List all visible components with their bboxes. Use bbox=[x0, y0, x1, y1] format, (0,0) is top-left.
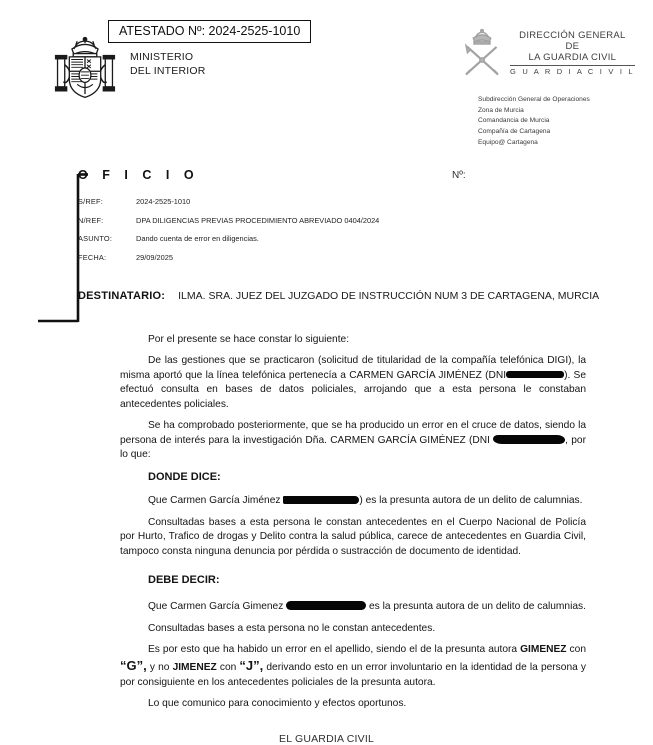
oficio-letter: C bbox=[142, 168, 152, 182]
body-paragraph-5 bbox=[120, 600, 586, 614]
surname-jimenez: JIMENEZ bbox=[172, 662, 217, 674]
guardia-civil-label bbox=[510, 30, 635, 76]
ministry-label bbox=[130, 50, 206, 78]
gc-line-3: LA GUARDIA CIVIL bbox=[528, 52, 617, 64]
document-body bbox=[120, 333, 586, 719]
letter-j-emphasis: “J”, bbox=[239, 658, 264, 674]
destinatario-value: ILMA. SRA. JUEZ DEL JUZGADO DE INSTRUCCIÓN NUM 3 DE CARTAGENA, MURCIA bbox=[178, 290, 600, 302]
gc-subtitle: G U A R D I A C I V I L bbox=[510, 66, 635, 76]
unit-line: Zona de Murcia bbox=[478, 106, 524, 114]
unit-line: Equipo@ Cartagena bbox=[478, 138, 538, 146]
reference-row-sref bbox=[78, 197, 379, 206]
reference-block bbox=[78, 197, 379, 271]
debe-decir-heading: DEBE DECIR: bbox=[148, 574, 220, 587]
body-paragraph-7 bbox=[120, 643, 586, 690]
donde-dice-heading: DONDE DICE: bbox=[148, 470, 221, 483]
reference-row-fecha bbox=[78, 253, 379, 262]
redaction-bar bbox=[286, 601, 366, 610]
gc-line-2: DE bbox=[565, 41, 580, 53]
redaction-bar bbox=[493, 435, 565, 444]
oficio-letter: I bbox=[124, 168, 129, 182]
p7-con-2: con bbox=[216, 662, 240, 674]
p5-text-a: Que Carmen García Gimenez bbox=[148, 601, 284, 613]
oficio-letter: F bbox=[102, 168, 111, 182]
body-paragraph-4: Consultadas bases a esta persona le constan antecedentes en el Cuerpo Nacional de Policía por Hurto, Trafico de drogas y Delito contra la salud pública, carece de antecedentes en Guardia Civil, tampoco consta ninguna denuncia por pérdida o sustracción de documento de identidad. bbox=[120, 516, 586, 557]
p2-text-a: Se ha comprobado posteriormente, que se ha producido un error en el cruce de datos, siendo la persona de interés para la investigación Dña. CARMEN GARCÍA GIMÉNEZ (DNI bbox=[120, 420, 586, 446]
ministry-line-2: DEL INTERIOR bbox=[130, 65, 206, 78]
p7-mid: y no bbox=[146, 662, 173, 674]
p1-text-a: De las gestiones que se practicaron (solicitud de titularidad de la compañía telefónica DIGI), la misma aportó que la línea telefónica pertenecía a CARMEN GARCÍA JIMÉNEZ (DNI bbox=[120, 355, 586, 381]
numero-label: Nº: bbox=[452, 170, 466, 181]
p5-text-b: es la presunta autora de un delito de calumnias. bbox=[369, 601, 586, 613]
p3-text-b: ) es la presunta autora de un delito de calumnias. bbox=[359, 495, 583, 507]
unit-hierarchy bbox=[478, 95, 590, 148]
reference-key: FECHA: bbox=[78, 252, 107, 262]
body-paragraph-6: Consultadas bases a esta persona no le constan antecedentes. bbox=[148, 622, 436, 634]
reference-value: 29/09/2025 bbox=[136, 252, 173, 262]
gc-line-1: DIRECCIÓN GENERAL bbox=[519, 30, 626, 41]
reference-value: Dando cuenta de error en diligencias. bbox=[136, 234, 259, 243]
guardia-civil-header bbox=[460, 28, 635, 76]
unit-line: Comandancia de Murcia bbox=[478, 117, 550, 125]
p1-text-b: ). Se efectuó consulta en bases de datos policiales, arrojando que a esta persona le constaban antecedentes policiales. bbox=[120, 369, 586, 410]
body-paragraph-8: Lo que comunico para conocimiento y efectos oportunos. bbox=[148, 698, 407, 710]
reference-value: 2024-2525-1010 bbox=[136, 197, 191, 206]
p7-text-a: Es por esto que ha habido un error en el apellido, siendo el de la presunta autora bbox=[148, 644, 521, 655]
atestado-number-box: ATESTADO Nº: 2024-2525-1010 bbox=[108, 20, 311, 43]
guardia-civil-emblem-icon bbox=[460, 28, 504, 76]
p7-con-1: con bbox=[566, 644, 586, 655]
signature-line: EL GUARDIA CIVIL bbox=[278, 733, 374, 745]
ministry-header bbox=[52, 32, 206, 100]
destinatario-label: DESTINATARIO: bbox=[78, 290, 166, 302]
p3-text-a: Que Carmen García Jiménez bbox=[148, 495, 281, 507]
oficio-letter: O bbox=[183, 168, 195, 182]
body-paragraph-3 bbox=[120, 494, 586, 508]
gc-divider bbox=[510, 65, 635, 66]
oficio-letter: O bbox=[78, 168, 89, 182]
oficio-title bbox=[78, 168, 208, 182]
body-paragraph-1 bbox=[120, 354, 586, 412]
p7-end: derivando esto en un error involuntario en la identidad de la persona y por consiguiente en los antecedentes policiales de la presunta autora. bbox=[120, 662, 586, 688]
spain-coat-of-arms-icon bbox=[52, 32, 118, 100]
body-intro: Por el presente se hace constar lo siguiente: bbox=[148, 334, 350, 345]
letter-g-emphasis: “G”, bbox=[120, 658, 147, 674]
p2-text-b: , por lo que: bbox=[120, 434, 586, 461]
unit-line: Subdirección General de Operaciones bbox=[478, 96, 590, 103]
surname-gimenez: GIMENEZ bbox=[520, 644, 567, 655]
redaction-bar bbox=[506, 371, 564, 378]
redaction-bar bbox=[283, 496, 359, 504]
reference-key: N/REF: bbox=[78, 215, 104, 225]
body-paragraph-2 bbox=[120, 419, 586, 462]
reference-key: S/REF: bbox=[78, 197, 104, 206]
unit-line: Compañía de Cartagena bbox=[478, 128, 551, 136]
oficio-letter: I bbox=[165, 168, 170, 182]
reference-row-asunto bbox=[78, 234, 379, 243]
reference-value: DPA DILIGENCIAS PREVIAS PROCEDIMIENTO ABREVIADO 0404/2024 bbox=[136, 215, 380, 225]
reference-row-nref bbox=[78, 216, 379, 225]
destinatario bbox=[78, 290, 599, 302]
reference-key: ASUNTO: bbox=[78, 234, 113, 243]
ministry-line-1: MINISTERIO bbox=[130, 51, 194, 63]
